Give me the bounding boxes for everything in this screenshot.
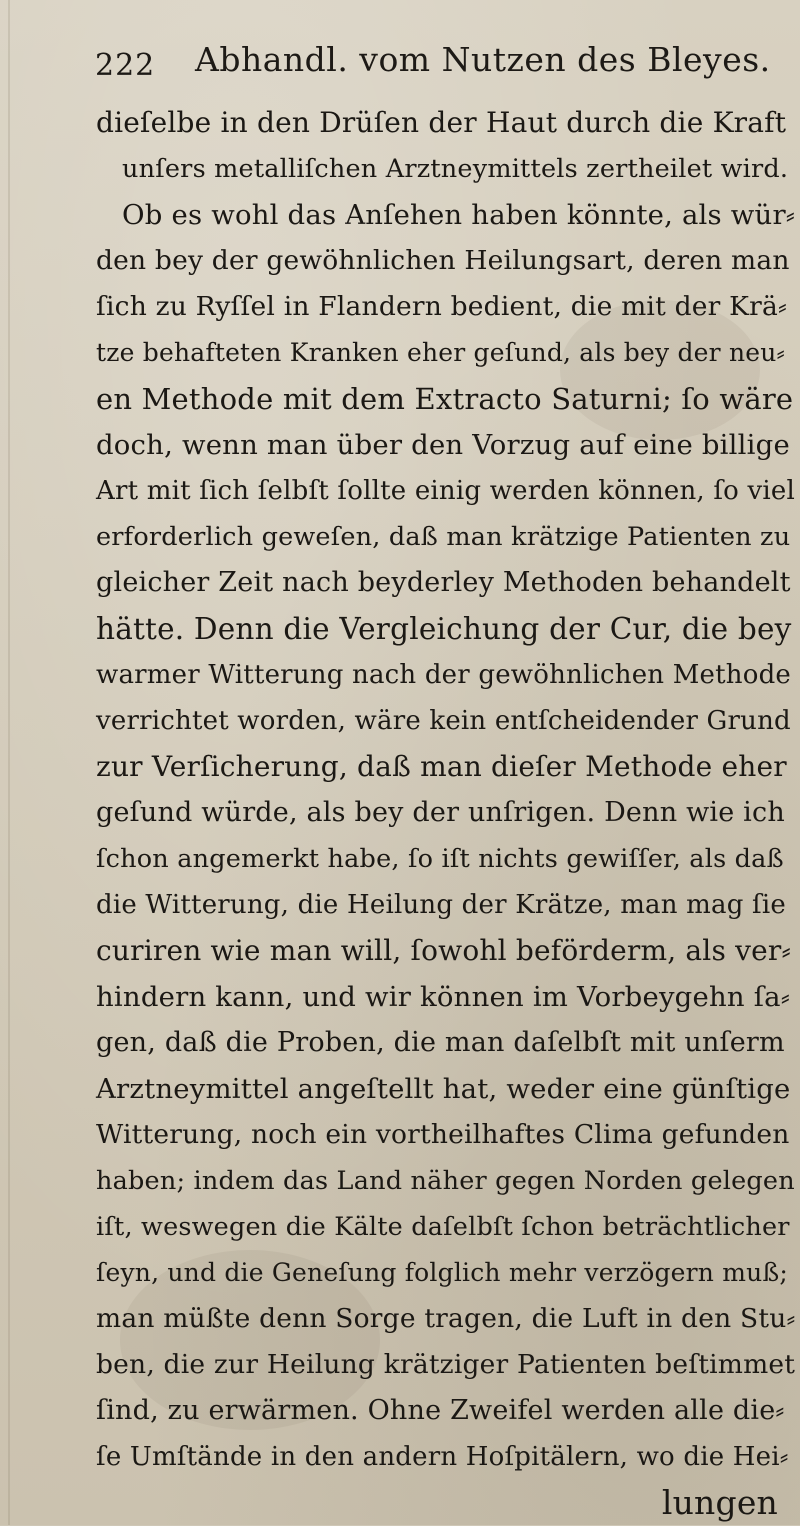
page-header [95,38,775,98]
text-line: ſe Umſtände in den andern Hoſpitälern, wo die Hei⸗ [96,1442,789,1472]
text-line: ſeyn, und die Geneſung folglich mehr verzögern muß; [96,1258,788,1287]
text-line: doch, wenn man über den Vorzug auf eine billige [96,429,790,461]
page-number: 222 [95,48,156,83]
text-line: den bey der gewöhnlichen Heilungsart, deren man [96,245,790,276]
text-line: die Witterung, die Heilung der Krätze, man mag ſie [96,890,786,920]
text-line: ben, die zur Heilung krätziger Patienten beſtimmet [96,1349,796,1380]
paragraph-start-line: Ob es wohl das Anſehen haben könnte, als wür⸗ [122,199,796,231]
text-line: dieſelbe in den Drüſen der Haut durch die Kraft [96,106,787,139]
text-line: warmer Witterung nach der gewöhnlichen Methode [96,660,792,690]
text-line: ſich zu Ryſſel in Flandern bedient, die mit der Krä⸗ [96,291,788,322]
text-line: Arztneymittel angeſtellt hat, weder eine günſtige [96,1073,791,1105]
text-line: curiren wie man will, ſowohl beförderm, als ver⸗ [96,934,792,967]
text-line: Witterung, noch ein vortheilhaftes Clima gefunden [96,1119,790,1150]
text-line: ſind, zu erwärmen. Ohne Zweifel werden alle die⸗ [96,1395,785,1426]
page-edge-shadow [8,0,10,1525]
text-line: iſt, weswegen die Kälte daſelbſt ſchon beträchtlicher [96,1212,790,1242]
text-line: gleicher Zeit nach beyderley Methoden behandelt [96,567,791,598]
text-line: verrichtet worden, wäre kein entſcheidender Grund [96,706,791,736]
text-line: zur Verſicherung, daß man dieſer Methode eher [96,750,787,783]
body-text [96,100,796,1526]
text-line: hätte. Denn die Vergleichung der Cur, die bey [96,612,792,646]
text-line: Art mit ſich ſelbſt ſollte einig werden können, ſo viel [96,476,796,506]
text-line: hindern kann, und wir können im Vorbeygehn ſa⸗ [96,981,791,1013]
text-line: en Methode mit dem Extracto Saturni; ſo wäre [96,382,794,416]
text-line: gen, daß die Proben, die man daſelbſt mit unſerm [96,1027,785,1058]
text-line: erforderlich geweſen, daß man krätzige Patienten zu [96,522,791,552]
catchword: lungen [661,1483,778,1522]
text-line: geſund würde, als bey der unſrigen. Denn wie ich [96,797,785,828]
text-line: man müßte denn Sorge tragen, die Luft in den Stu⸗ [96,1303,796,1334]
running-title: Abhandl. vom Nutzen des Bleyes. [195,40,771,79]
text-line: tze behafteten Kranken eher geſund, als bey der neu⸗ [96,338,786,367]
text-line: unſers metalliſchen Arztneymittels zertheilet wird. [122,154,789,184]
text-line: ſchon angemerkt habe, ſo iſt nichts gewiſſer, als daß [96,844,784,874]
text-line: haben; indem das Land näher gegen Norden gelegen [96,1166,795,1196]
